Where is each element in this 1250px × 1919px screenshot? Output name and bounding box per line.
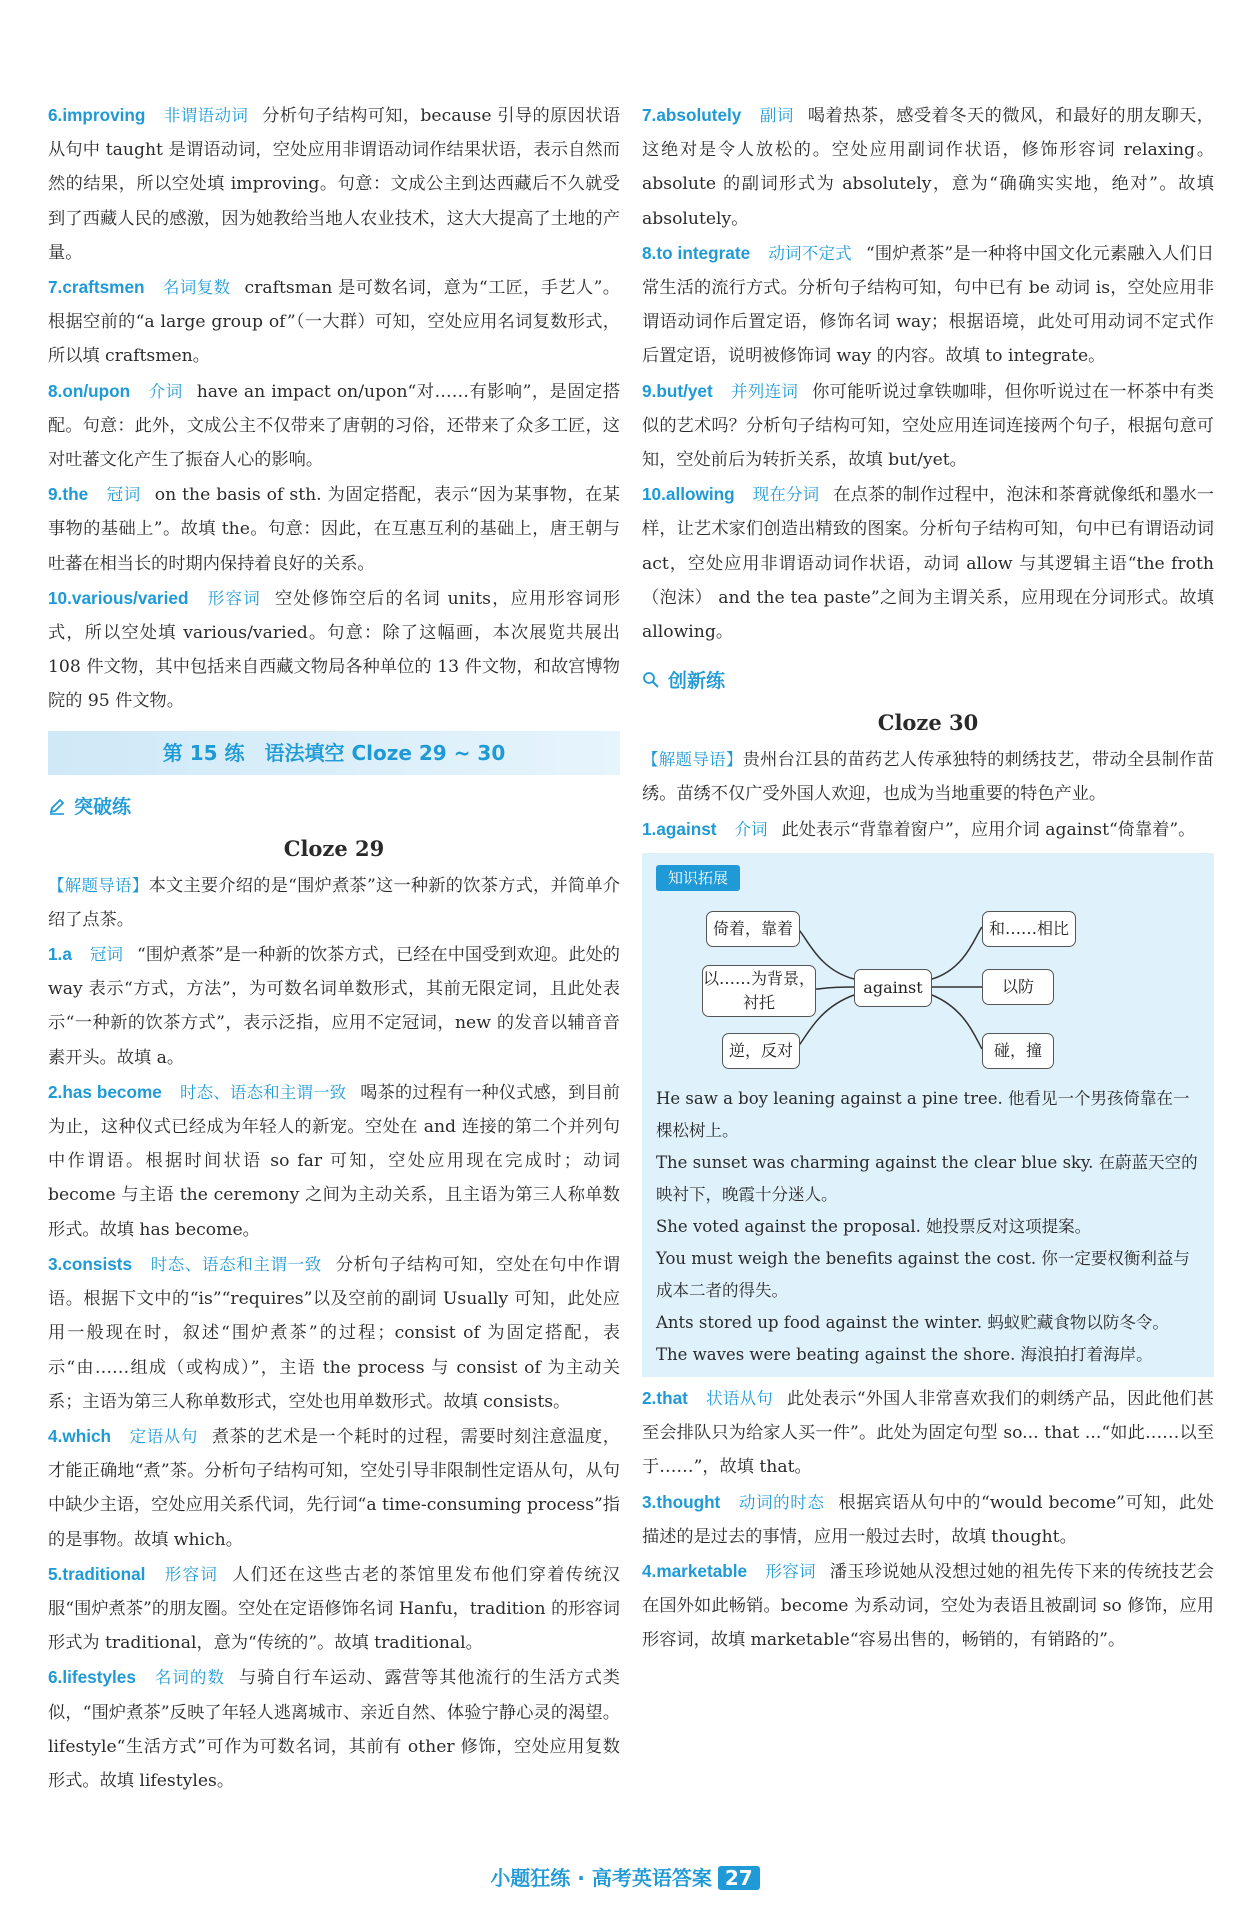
item-text: 此处表示“外国人非常喜欢我们的刺绣产品，因此他们甚至会排队只为给家人买一件”。此处为固定句型 so... that ...“如此……以至于……”，故填 that。	[642, 1389, 1214, 1478]
guide-text: 本文主要介绍的是“围炉煮茶”这一种新的饮茶方式，并简单介绍了点茶。	[48, 875, 621, 930]
subhead-chuangxin	[642, 659, 1214, 703]
item-text: 喝茶的过程有一种仪式感，到目前为止，这种仪式已经成为年轻人的新宠。空处在 and 连接的第二个并列句中作谓语。根据时间状语 so far 可知，空处应用现在完成时；动词 become 与主语 the ceremony 之间为主动关系，且主语为第三人称单数形式。故填 has become。	[48, 1082, 620, 1240]
item-category: 时态、语态和主谓一致	[179, 1082, 347, 1102]
item-number: 7.	[642, 105, 657, 125]
item-number: 10.	[48, 587, 72, 608]
subhead-tupo	[48, 785, 620, 829]
item-number: 2.	[642, 1388, 657, 1409]
page-number: 27	[718, 1866, 760, 1890]
footer-label: 小题狂练 · 高考英语答案	[490, 1866, 712, 1890]
answer-item	[642, 236, 1214, 374]
item-number: 8.	[642, 242, 657, 263]
item-text: 人们还在这些古老的茶馆里发布他们穿着传统汉服“围炉煮茶”的朋友圈。空处在定语修饰名词 Hanfu，tradition 的形容词形式为 traditional，意为“传统的”。故填 traditional。	[48, 1564, 620, 1654]
answer-list-bottom-left	[48, 937, 620, 1798]
item-category: 并列连词	[730, 381, 799, 401]
answer-item	[48, 374, 620, 478]
subhead-label: 创新练	[668, 670, 726, 693]
item-answer: to integrate	[656, 242, 751, 263]
item-number: 10.	[642, 484, 666, 505]
answer-item	[48, 270, 620, 374]
item-text: “围炉煮茶”是一种新的饮茶方式，已经在中国受到欢迎。此处的 way 表示“方式，方法”，为可数名词单数形式，其前无限定词，且此处表示“一种新的饮茶方式”，表示泛指，应用不定冠词，new 的发音以辅音音素开头。故填 a。	[48, 945, 620, 1068]
magnifier-book-icon	[642, 671, 660, 689]
item-category: 形容词	[163, 1564, 219, 1584]
answer-item	[48, 1660, 620, 1798]
guide-text: 贵州台江县的苗药艺人传承独特的刺绣技艺，带动全县制作苗绣。苗绣不仅广受外国人欢迎，也成为当地重要的特色产业。	[642, 750, 1215, 805]
mind-map-node: 碰，撞	[982, 1033, 1054, 1069]
mind-map-node: 以……为背景，衬托	[702, 965, 816, 1017]
item-category: 动词不定式	[768, 243, 852, 263]
example-sentence: The waves were beating against the shore. 海浪拍打着海岸。	[656, 1345, 1153, 1365]
item-category: 状语从句	[705, 1389, 774, 1409]
item-text: 分析句子结构可知，空处在句中作谓语。根据下文中的“is”“requires”以及空前的副词 Usually 可知，此处应用一般现在时，叙述“围炉煮茶”的过程；consist of 为固定搭配，表示“由……组成（或构成）”，主语 the process 与 consist of 为主动关系；主语为第三人称单数形式，空处也用单数形式。故填 consists。	[48, 1254, 620, 1412]
item-category: 名词复数	[162, 278, 231, 298]
item-answer: but/yet	[656, 380, 713, 401]
item-text: 煮茶的艺术是一个耗时的过程，需要时刻注意温度，才能正确地“煮”茶。分析句子结构可知，空处引导非限制性定语从句，从句中缺少主语，空处应用关系代词，先行词“a time-consuming process”指的是事物。故填 which。	[48, 1426, 620, 1550]
item-text: craftsman 是可数名词，意为“工匠，手艺人”。根据空前的“a large group of”（一大群）可知，空处应用名词复数形式，所以填 craftsmen。	[48, 278, 620, 367]
item-text: 分析句子结构可知，because 引导的原因状语从句中 taught 是谓语动词，空处应用非谓语动词作结果状语，表示自然而然的结果，所以空处填 improving。句意：文成公主到达西藏后不久就受到了西藏人民的感激，因为她教给当地人农业技术，这大大提高了土地的产量。	[48, 106, 621, 263]
item-answer: a	[62, 944, 72, 965]
item-answer: craftsmen	[62, 277, 145, 298]
item-number: 3.	[642, 1491, 657, 1512]
item-category: 现在分词	[752, 485, 820, 505]
item-answer: against	[656, 818, 717, 839]
mind-map-node: 以防	[982, 969, 1054, 1005]
mind-map-node: 和……相比	[982, 911, 1076, 947]
guide-label: 【解题导语】	[642, 750, 743, 770]
answer-item	[48, 477, 620, 581]
answer-item	[642, 477, 1214, 649]
example-sentences	[656, 1083, 1202, 1371]
item-number: 5.	[48, 1563, 63, 1584]
answer-item	[48, 1075, 620, 1247]
answer-item	[48, 98, 620, 270]
item-answer: various/varied	[71, 587, 189, 608]
item-answer: on/upon	[62, 380, 131, 401]
item-text: have an impact on/upon“对……有影响”，是固定搭配。句意：此外，文成公主不仅带来了唐朝的习俗，还带来了众多工匠，这对吐蕃文化产生了振奋人心的影响。	[48, 381, 621, 471]
item-text: 在点茶的制作过程中，泡沫和茶膏就像纸和墨水一样，让艺术家们创造出精致的图案。分析句子结构可知，句中已有谓语动词 act，空处应用非谓语动词作状语，动词 allow 与其逻辑主语“the froth（泡沫） and the tea paste”之间为主谓关系，应用现在分词形式。故填 allowing。	[642, 485, 1214, 643]
answer-item	[48, 1557, 620, 1661]
answer-item	[48, 581, 620, 719]
item-number: 6.	[48, 105, 63, 125]
item-text: on the basis of sth. 为固定搭配，表示“因为某事物，在某事物的基础上”。故填 the。句意：因此，在互惠互利的基础上，唐王朝与吐蕃在相当长的时期内保持着良好的关系。	[48, 485, 620, 574]
mind-map-center: against	[854, 969, 932, 1007]
pencil-icon	[48, 797, 66, 815]
item-category: 冠词	[106, 485, 141, 505]
section-banner: 第 15 练 语法填空 Cloze 29 ~ 30	[48, 731, 620, 775]
item-category: 动词的时态	[738, 1492, 825, 1512]
item-answer: thought	[656, 1491, 721, 1512]
mind-map-node: 倚着，靠着	[706, 911, 800, 947]
item-number: 7.	[48, 277, 63, 298]
page-footer	[0, 1862, 1250, 1891]
item-answer: the	[62, 484, 89, 505]
mind-map-node: 逆，反对	[722, 1033, 800, 1069]
item-category: 介词	[734, 819, 768, 839]
item-answer: allowing	[665, 484, 735, 505]
item-answer: absolutely	[656, 105, 742, 125]
item-category: 定语从句	[129, 1426, 198, 1446]
item-category: 形容词	[765, 1562, 816, 1582]
item-text: 你可能听说过拿铁咖啡，但你听说过在一杯茶中有类似的艺术吗？分析句子结构可知，空处应用连词连接两个句子，根据句意可知，空处前后为转折关系，故填 but/yet。	[642, 381, 1214, 471]
item-text: 根据宾语从句中的“would become”可知，此处描述的是过去的事情，应用一般过去时，故填 thought。	[642, 1492, 1214, 1547]
answer-item	[642, 1485, 1214, 1554]
item-answer: improving	[62, 105, 146, 125]
item-number: 9.	[48, 484, 63, 505]
example-sentence: He saw a boy leaning against a pine tree. 他看见一个男孩倚靠在一棵松树上。	[656, 1089, 1190, 1141]
answer-item	[642, 1554, 1214, 1658]
item-number: 1.	[48, 944, 63, 965]
item-category: 冠词	[89, 945, 124, 965]
item-category: 时态、语态和主谓一致	[150, 1254, 322, 1274]
guide-paragraph	[48, 869, 620, 937]
example-sentence: You must weigh the benefits against the cost. 你一定要权衡利益与成本二者的得失。	[656, 1249, 1190, 1301]
example-sentence: Ants stored up food against the winter. 蚂蚁贮藏食物以防冬令。	[656, 1313, 1169, 1333]
item-text: 此处表示“背靠着窗户”，应用介词 against“倚靠着”。	[781, 819, 1196, 840]
item-number: 2.	[48, 1081, 63, 1102]
answer-list-top-right	[642, 98, 1214, 649]
item-number: 8.	[48, 380, 63, 401]
answer-item	[642, 374, 1214, 478]
answer-item	[48, 1247, 620, 1419]
item-text: 与骑自行车运动、露营等其他流行的生活方式类似，“围炉煮茶”反映了年轻人逃离城市、亲近自然、体验宁静心灵的渴望。lifestyle“生活方式”可作为可数名词，其前有 other 修饰，空处应用复数形式。故填 lifestyles。	[48, 1668, 620, 1791]
answer-item-1	[642, 812, 1214, 847]
answer-item	[642, 1381, 1214, 1485]
item-category: 介词	[148, 381, 183, 401]
answer-item	[48, 1419, 620, 1557]
item-category: 形容词	[206, 588, 261, 608]
item-number: 4.	[48, 1425, 63, 1446]
mind-map	[656, 899, 1202, 1077]
guide-label: 【解题导语】	[48, 875, 149, 895]
item-text: “围炉煮茶”是一种将中国文化元素融入人们日常生活的流行方式。分析句子结构可知，句中已有 be 动词 is，空处应用非谓语动词作后置定语，修饰名词 way；根据语境，此处可用动词不定式作后置定语，说明被修饰词 way 的内容。故填 to integrate。	[642, 243, 1215, 367]
cloze-29-title: Cloze 29	[283, 835, 385, 861]
answer-list-top-left	[48, 98, 620, 719]
cloze-30-title: Cloze 30	[877, 710, 979, 736]
item-number: 9.	[642, 380, 657, 401]
left-column	[48, 98, 620, 1798]
item-text: 潘玉珍说她从没想过她的祖先传下来的传统技艺会在国外如此畅销。become 为系动词，空处为表语且被副词 so 修饰，应用形容词，故填 marketable“容易出售的，畅销的，有销路的”。	[642, 1562, 1214, 1651]
answer-item	[642, 98, 1214, 236]
knowledge-box	[642, 853, 1214, 1377]
item-answer: lifestyles	[62, 1667, 136, 1688]
item-text: 空处修饰空后的名词 units，应用形容词形式，所以空处填 various/varied。句意：除了这幅画，本次展览共展出 108 件文物，其中包括来自西藏文物局各种单位的 13 件文物，和故宫博物院的 95 件文物。	[48, 588, 621, 712]
item-answer: which	[62, 1425, 112, 1446]
item-answer: has become	[62, 1081, 162, 1102]
item-category: 副词	[759, 106, 794, 125]
example-sentence: She voted against the proposal. 她投票反对这项提案。	[656, 1217, 1092, 1237]
item-category: 非谓语动词	[163, 106, 249, 125]
item-text: 喝着热茶，感受着冬天的微风，和最好的朋友聊天，这绝对是令人放松的。空处应用副词作状语，修饰形容词 relaxing。absolute 的副词形式为 absolutely，意为“确确实实地，绝对”。故填 absolutely。	[642, 106, 1215, 229]
item-answer: marketable	[656, 1561, 748, 1582]
item-category: 名词的数	[153, 1668, 225, 1688]
item-answer: consists	[62, 1253, 133, 1274]
item-answer: traditional	[62, 1563, 146, 1584]
answer-item	[48, 937, 620, 1075]
item-number: 3.	[48, 1253, 63, 1274]
answer-list-bottom-right	[642, 1381, 1214, 1658]
knowledge-tag: 知识拓展	[656, 865, 740, 891]
item-number: 6.	[48, 1667, 63, 1688]
subhead-label: 突破练	[74, 795, 132, 818]
example-sentence: The sunset was charming against the clear blue sky. 在蔚蓝天空的映衬下，晚霞十分迷人。	[656, 1153, 1198, 1205]
right-column	[642, 98, 1214, 1658]
item-number: 4.	[642, 1561, 657, 1582]
guide-paragraph	[642, 743, 1214, 811]
item-answer: that	[656, 1388, 688, 1409]
item-number: 1.	[642, 818, 657, 839]
